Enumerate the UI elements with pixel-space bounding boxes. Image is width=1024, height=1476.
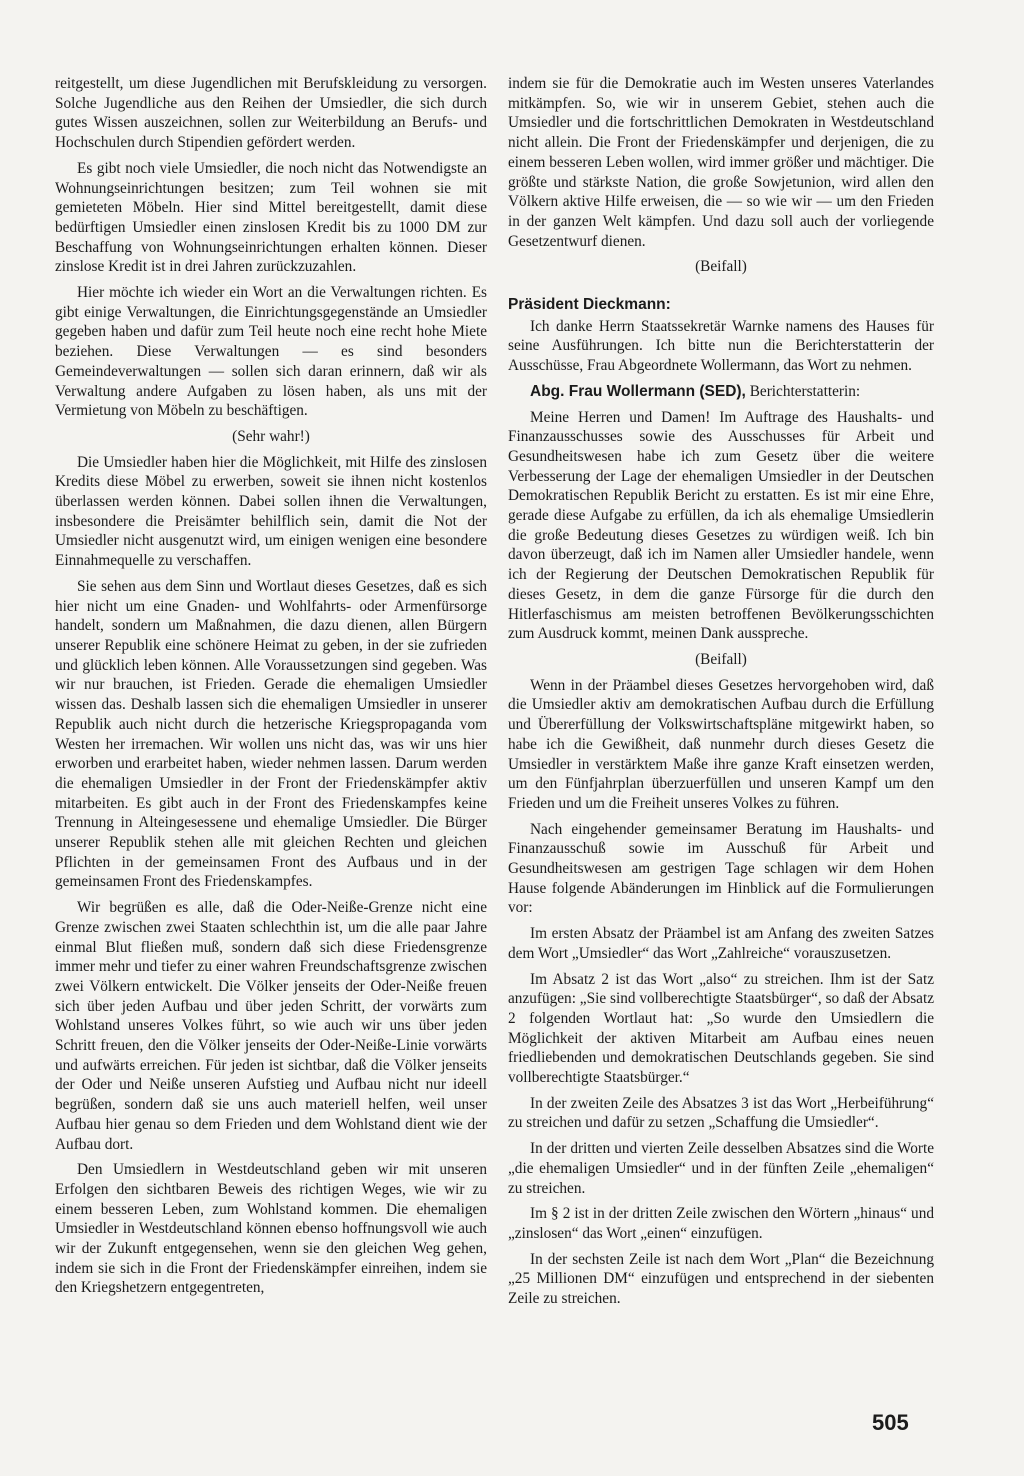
paragraph: Nach eingehender gemeinsamer Beratung im Haushalts- und Finanzausschuß sowie im Ausschuß für Arbeit und Gesundheitswesen am gestrigen Tage schlagen wir dem Hohen Hause folgende Abänderungen im Hinblick auf die Formulierungen vor:	[508, 820, 934, 917]
right-column	[508, 74, 934, 1315]
paragraph: Sie sehen aus dem Sinn und Wortlaut dieses Gesetzes, daß es sich hier nicht um eine Gnaden- und Wohlfahrts- oder Armenfürsorge handelt, sondern um Maßnahmen, die dazu dienen, allen Bürgern unserer Republik eine schönere Heimat zu geben, in der sie zufrieden und glücklich leben können. Alle Voraussetzungen sind gegeben. Was wir nur brauchen, ist Frieden. Gerade die ehemaligen Umsiedler wissen das. Deshalb lassen sich die ehemaligen Umsiedler in unserer Republik auch nicht durch die hetzerische Kriegspropaganda vom Westen her irremachen. Wir wollen uns nicht das, was wir uns hier erworben und erarbeitet haben, wieder nehmen lassen. Darum werden die ehemaligen Umsiedler in der Front der Friedenskämpfer aktiv mitarbeiten. Es gibt auch in der Front des Friedenskampfes keine Trennung in Alteingesessene und ehemalige Umsiedler. Die Bürger unserer Republik stehen alle mit gleichen Rechten und gleichen Pflichten in der gemeinsamen Front des Aufbaus und in der gemeinsamen Front des Friedenskampfes.	[55, 577, 487, 891]
paragraph: Im Absatz 2 ist das Wort „also“ zu streichen. Ihm ist der Satz anzufügen: „Sie sind vollberechtigte Staatsbürger“, so daß der Absatz 2 folgenden Wortlaut hat: „So wurde den Umsiedlern die Möglichkeit der aktiven Mitarbeit am Aufbau eines neuen friedliebenden und demokratischen Deutschlands gegeben. Sie sind vollberechtigte Staatsbürger.“	[508, 970, 934, 1087]
interjection: (Sehr wahr!)	[232, 427, 310, 445]
paragraph: indem sie für die Demokratie auch im Westen unseres Vaterlandes mitkämpfen. So, wie wir in unserem Gebiet, stehen auch die Umsiedler und die fortschrittlichen Demokraten in Westdeutschland nicht allein. Die Front der Friedenskämpfer und derjenigen, die zu einem besseren Leben wollen, wird immer größer und mächtiger. Die größte und stärkste Nation, die große Sowjetunion, wird allen den Völkern aktive Hilfe erweisen, die — so wie wir — um den Frieden in der ganzen Welt kämpfen. Und dazu soll auch der vorliegende Gesetzentwurf dienen.	[508, 75, 934, 250]
paragraph: Die Umsiedler haben hier die Möglichkeit, mit Hilfe des zinslosen Kredits diese Möbel zu erwerben, soweit sie ihnen nicht kostenlos überlassen werden können. Dabei sollen ihnen die Verwaltungen, insbesondere die Preisämter behilflich sein, damit die Not der Umsiedler nicht ausgenutzt wird, um einigen wenigen eine besondere Einnahmequelle zu verschaffen.	[55, 453, 487, 570]
paragraph: Hier möchte ich wieder ein Wort an die Verwaltungen richten. Es gibt einige Verwaltungen, die Einrichtungsgegenstände an Umsiedler gegeben haben und dafür zum Teil heute noch eine recht hohe Miete beziehen. Diese Verwaltungen — es sind besonders Gemeindeverwaltungen — sollen sich daran erinnern, daß wir als Verwaltung andere Aufgaben zu lösen haben, als uns mit der Vermietung von Möbeln zu beschäftigen.	[55, 284, 487, 420]
page-number: 505	[872, 1410, 909, 1435]
left-column	[55, 74, 487, 1304]
speaker-heading-line	[508, 382, 934, 402]
paragraph: In der zweiten Zeile des Absatzes 3 ist das Wort „Herbeiführung“ zu streichen und dafür zu setzen „Schaffung die Umsiedler“.	[508, 1094, 934, 1132]
paragraph: Wir begrüßen es alle, daß die Oder-Neiße-Grenze nicht eine Grenze zwischen zwei Staaten schlechthin ist, um die alle paar Jahre einmal Blut fließen muß, sondern daß sich diese Friedensgrenze immer mehr und tiefer zu einer wahren Freundschaftsgrenze zwischen zwei Völkern entwickelt. Die Völker jenseits der Oder-Neiße freuen sich über jeden Aufbau und über jeden Schritt, der vorwärts zum Wohlstand unseres Volkes führt, so wie auch wir uns über jeden Schritt freuen, den die Völker jenseits der Oder-Neiße-Linie vorwärts und aufwärts erreichen. Für jeden ist sichtbar, daß die Völker jenseits der Oder und Neiße unseren Aufstieg und Aufbau nicht nur ideell begrüßen, sondern daß sie uns auch materiell helfen, weil unser Aufbau hier genau so dem Frieden und dem Wohlstand dient wie der Aufbau dort.	[55, 899, 487, 1153]
interjection: (Beifall)	[695, 650, 747, 668]
paragraph: Es gibt noch viele Umsiedler, die noch nicht das Notwendigste an Wohnungseinrichtungen besitzen; zum Teil wohnen sie mit gemieteten Möbeln. Hier sind Mittel bereitgestellt, damit diese bedürftigen Umsiedler einen zinslosen Kredit bis zu 1000 DM zur Beschaffung von Wohnungseinrichtungen erhalten können. Dieser zinslose Kredit ist in drei Jahren zurückzuzahlen.	[55, 159, 487, 276]
speaker-heading: Präsident Dieckmann:	[508, 296, 671, 314]
paragraph: In der dritten und vierten Zeile desselben Absatzes sind die Worte „die ehemaligen Umsiedler“ und in der fünften Zeile „ehemaligen“ zu streichen.	[508, 1140, 934, 1197]
interjection: (Beifall)	[695, 258, 747, 276]
speaker-name: Abg. Frau Wollermann (SED),	[530, 382, 746, 400]
paragraph: Im ersten Absatz der Präambel ist am Anfang des zweiten Satzes dem Wort „Umsiedler“ das Wort „Zahlreiche“ vorauszusetzen.	[508, 925, 934, 962]
paragraph: reitgestellt, um diese Jugendlichen mit Berufskleidung zu versorgen. Solche Jugendliche aus den Reihen der Umsiedler, die sich durch gutes Wissen auszeichnen, sollen zur Weiterbildung an Berufs- und Hochschulen durch Stipendien gefördert werden.	[55, 75, 487, 152]
paragraph: Wenn in der Präambel dieses Gesetzes hervorgehoben wird, daß die Umsiedler aktiv am demokratischen Aufbau durch die Erfüllung und Übererfüllung der Volkswirtschaftspläne mitgewirkt haben, so habe ich die Gewißheit, daß nunmehr durch dieses Gesetz die Umsiedler in verstärktem Maße ihre ganze Kraft einsetzen werden, um den Fünfjahrplan überzuerfüllen und unseren Kampf um den Frieden und um die Freiheit unseres Volkes zu führen.	[508, 676, 934, 812]
paragraph: Im § 2 ist in der dritten Zeile zwischen den Wörtern „hinaus“ und „zinslosen“ das Wort „einen“ einzufügen.	[508, 1205, 934, 1242]
paragraph: In der sechsten Zeile ist nach dem Wort „Plan“ die Bezeichnung „25 Millionen DM“ einzufügen und entsprechend in der siebenten Zeile zu streichen.	[508, 1250, 934, 1308]
paragraph: Meine Herren und Damen! Im Auftrage des Haushalts- und Finanzausschusses sowie des Ausschusses für Arbeit und Gesundheitswesen habe ich zum Gesetz über die weitere Verbesserung der Lage der ehemaligen Umsiedler in der Deutschen Demokratischen Republik Bericht zu erstatten. Es ist mir eine Ehre, gerade diese Aufgabe zu erfüllen, da ich als ehemalige Umsiedlerin die große Bedeutung dieses Gesetzes zu würdigen weiß. Ich bin davon überzeugt, daß ich im Namen aller Umsiedler handele, wenn ich der Regierung der Deutschen Demokratischen Republik für dieses Gesetz, in dem die ganze Fürsorge für die durch den Hitlerfaschismus am meisten betroffenen Bevölkerungsschichten zum Ausdruck kommt, meinen Dank ausspreche.	[508, 408, 934, 643]
speaker-role: Berichterstatterin:	[745, 382, 861, 400]
paragraph: Ich danke Herrn Staatssekretär Warnke namens des Hauses für seine Ausführungen. Ich bitte nun die Berichterstatterin der Ausschüsse, Frau Abgeordnete Wollermann, das Wort zu nehmen.	[508, 317, 934, 375]
paragraph: Den Umsiedlern in Westdeutschland geben wir mit unseren Erfolgen den sichtbaren Beweis des richtigen Weges, wie wir zu einem besseren Leben, zum Wohlstand kommen. Die ehemaligen Umsiedler in Westdeutschland können ebenso hoffnungsvoll wie auch wir der Zukunft entgegensehen, wenn sie den gleichen Weg gehen, indem sie sich in die Front der Friedenskämpfer einreihen, indem sie den Kriegshetzern entgegentreten,	[55, 1161, 487, 1297]
